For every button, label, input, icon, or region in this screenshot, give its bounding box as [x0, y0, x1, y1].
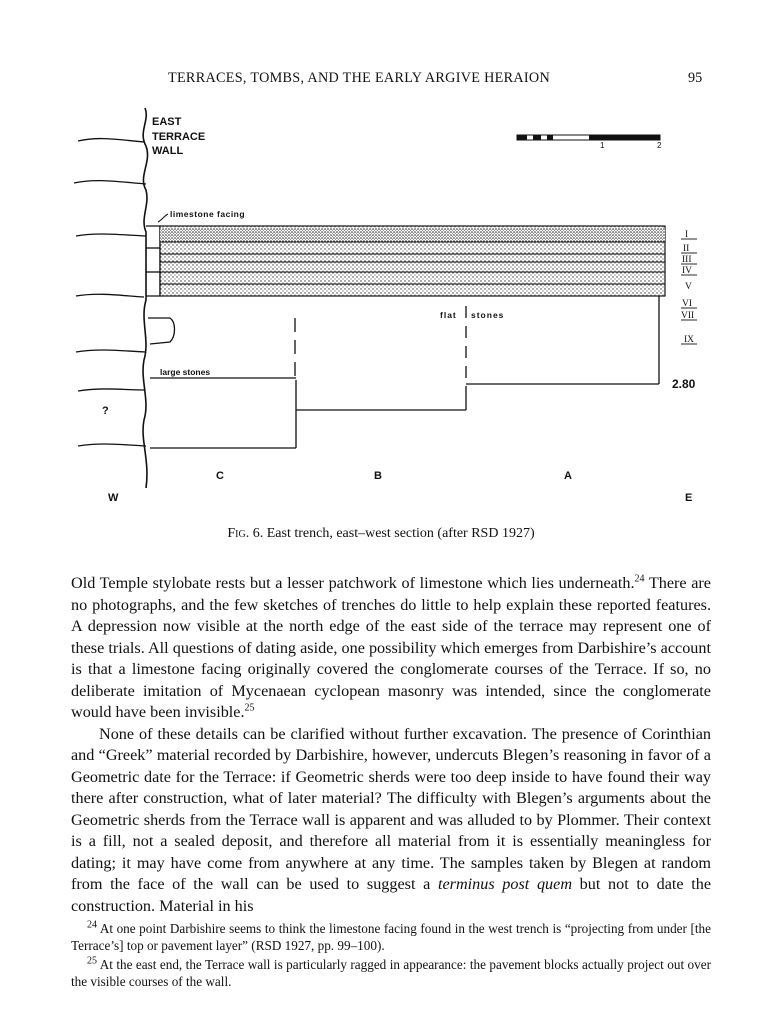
page-number: 95: [688, 70, 703, 86]
footnote-25-number: 25: [87, 955, 97, 967]
body-text: [71, 573, 711, 917]
paragraph-1: [71, 573, 711, 724]
footnote-ref-24[interactable]: 24: [634, 573, 645, 585]
wall-courses: [74, 139, 146, 446]
limestone-facing-label: limestone facing: [170, 209, 246, 219]
layer-label: IX: [684, 335, 695, 345]
large-stones-label: large stones: [160, 367, 211, 377]
footnote-24-number: 24: [87, 919, 97, 931]
footnote-25: [71, 956, 711, 990]
layer-label: VI: [682, 299, 693, 309]
footnote-24-text: At one point Darbishire seems to think the limestone facing found in the west trench is “projecting from under [the Terrace’s] top or pavement layer” (RSD 1927, pp. 99–100).: [71, 921, 711, 953]
layer-label: II: [683, 244, 690, 254]
layer-label: VII: [681, 311, 695, 321]
flat-stones-label-right: stones: [471, 310, 505, 320]
west-label: W: [108, 492, 119, 504]
paragraph-2-italic: terminus post quem: [437, 875, 573, 893]
paragraph-1-text: Old Temple stylobate rests but a lesser patchwork of limestone which lies underneath.: [71, 574, 635, 592]
east-label: E: [685, 492, 693, 504]
paragraph-1-text-cont: There are no photographs, and the few sketches of trenches do little to help explain these reported features. A depression now visible at the north edge of the east side of the terrace may represent one of these trials. All questions of dating aside, one possibility which emerges from Darbishire’s account is that a limestone facing originally covered the conglomerate courses of the Terrace. If so, no deliberate imitation of Mycenaean cyclopean masonry was intended, since the conglomerate would have been invisible.: [71, 574, 711, 721]
scale-bar: [517, 135, 660, 140]
terrace-wall-outline: [143, 108, 148, 488]
caption-label: Fig. 6.: [227, 526, 264, 541]
wall-label-line3: WALL: [152, 145, 184, 157]
section-label-c: C: [216, 470, 224, 482]
layer-numerals: [681, 230, 694, 345]
flat-stones-label-left: flat: [440, 310, 457, 320]
paragraph-2-text-cont: but not to date the construction. Material in his: [71, 875, 712, 915]
question-mark: ?: [102, 405, 109, 417]
caption-text: East trench, east–west section (after RSD 1927): [266, 526, 535, 541]
scale-tick-1: 1: [600, 141, 605, 150]
paragraph-2: [71, 724, 711, 918]
footnote-24: [71, 920, 711, 954]
section-label-a: A: [564, 470, 572, 482]
paragraph-2-text: None of these details can be clarified without further excavation. The presence of Corinthian and “Greek” material recorded by Darbishire, however, undercuts Blegen’s reasoning in favor of a Geometric date for the Terrace: if Geometric sherds were too deep inside to have found their way there after construction, what of later material? The difficulty with Blegen’s arguments about the Geometric sherds from the Terrace wall is apparent and was alluded to by Plommer. Their context is a fill, not a sealed deposit, and therefore all material from it is essentially meaningless for dating; it may have come from anywhere at any time. The samples taken by Blegen at random from the face of the wall can be used to suggest a: [71, 724, 711, 893]
figure-caption: [0, 526, 762, 542]
wall-label-line1: EAST: [152, 116, 182, 128]
depth-label: 2.80: [672, 377, 696, 391]
footnote-25-text: At the east end, the Terrace wall is particularly ragged in appearance: the pavement blocks actually project out over the visible courses of the wall.: [71, 957, 711, 989]
scale-tick-2: 2: [657, 141, 662, 150]
limestone-leader: [158, 214, 168, 222]
layer-label: III: [682, 255, 692, 265]
layer-label: I: [685, 230, 689, 240]
layer-label: V: [685, 282, 692, 292]
dense-layer: [160, 228, 665, 242]
running-header: TERRACES, TOMBS, AND THE EARLY ARGIVE HERAION: [168, 70, 551, 86]
trench-outline: [150, 296, 659, 448]
wall-label-line2: TERRACE: [152, 131, 206, 143]
section-label-b: B: [374, 470, 382, 482]
layer-label: IV: [682, 266, 693, 276]
footnote-ref-25[interactable]: 25: [244, 702, 255, 714]
footnotes: [71, 920, 711, 992]
